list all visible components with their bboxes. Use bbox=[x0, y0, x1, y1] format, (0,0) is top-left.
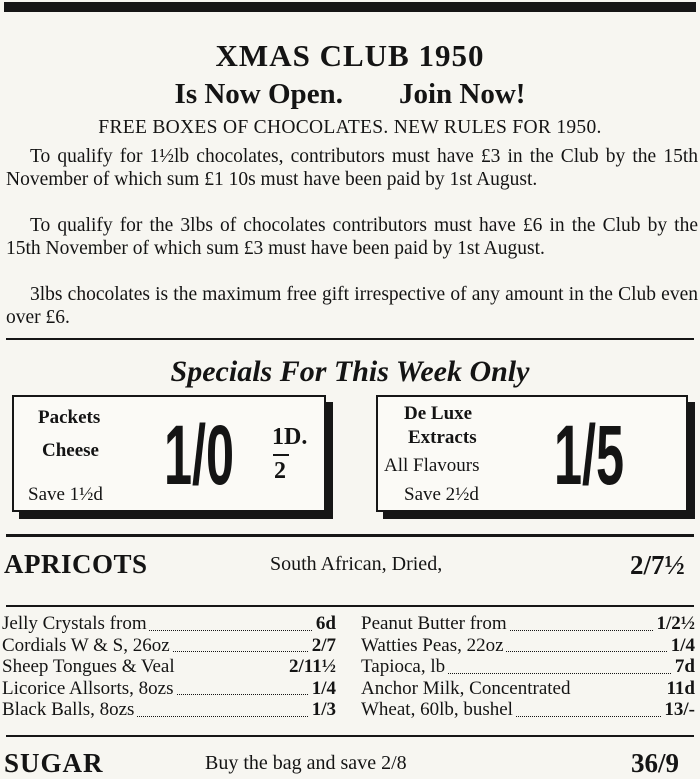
item-price: 6d bbox=[313, 613, 336, 635]
box1-price-fraction: 2 bbox=[274, 458, 286, 484]
price-list-right bbox=[361, 613, 695, 721]
item-name: Jelly Crystals from bbox=[2, 613, 147, 634]
list-item bbox=[2, 699, 336, 721]
divider bbox=[6, 534, 694, 537]
item-name: Black Balls, 8ozs bbox=[2, 699, 135, 720]
item-price: 1/4 bbox=[668, 635, 695, 657]
top-rule bbox=[4, 2, 696, 12]
item-price: 1/2½ bbox=[653, 613, 695, 635]
box1-line1: Packets bbox=[38, 407, 101, 428]
fraction-bar bbox=[273, 454, 289, 456]
list-item bbox=[2, 656, 336, 678]
item-price: 1/3 bbox=[309, 699, 336, 721]
list-item bbox=[2, 635, 336, 657]
box2-save: Save 2½d bbox=[404, 484, 479, 505]
item-name: Peanut Butter from bbox=[361, 613, 507, 634]
rule-text-1: To qualify for 1½lb chocolates, contributors must have £3 in the Club by the 15th November of which sum £1 10s must have been paid by 1st August. bbox=[6, 146, 698, 190]
item-price: 13/- bbox=[661, 699, 695, 721]
apricots-description: South African, Dried, bbox=[270, 553, 443, 575]
special-box-cheese bbox=[12, 395, 326, 512]
subtitle bbox=[0, 78, 700, 111]
specials-heading: Specials For This Week Only bbox=[170, 355, 530, 388]
item-name: Anchor Milk, Concentrated bbox=[361, 677, 571, 699]
rule-text-2: To qualify for the 3lbs of chocolates contributors must have £6 in the Club by the 15th November of which sum £3 must have been paid by 1st August. bbox=[6, 215, 698, 259]
rule-paragraph-2 bbox=[6, 214, 698, 260]
subtitle-left: Is Now Open. bbox=[174, 78, 343, 110]
item-name: Wheat, 60lb, bushel bbox=[361, 699, 513, 720]
divider bbox=[6, 338, 694, 340]
divider bbox=[6, 605, 694, 607]
item-price: 11d bbox=[663, 678, 695, 700]
announcement-line: FREE BOXES OF CHOCOLATES. NEW RULES FOR 1950. bbox=[98, 117, 602, 138]
item-name: Licorice Allsorts, 8ozs bbox=[2, 677, 174, 699]
item-name: Tapioca, lb bbox=[361, 656, 446, 677]
box2-price: 1/5 bbox=[554, 408, 625, 502]
rule-paragraph-3 bbox=[6, 283, 698, 329]
list-item bbox=[2, 613, 336, 635]
special-box-extracts bbox=[376, 395, 688, 512]
apricots-price: 2/7½ bbox=[630, 550, 685, 580]
list-item bbox=[361, 678, 695, 700]
page-title: XMAS CLUB 1950 bbox=[215, 38, 485, 73]
list-item bbox=[361, 635, 695, 657]
rule-paragraph-1 bbox=[6, 145, 698, 191]
item-name: Sheep Tongues & Veal bbox=[2, 656, 175, 677]
box2-line3: All Flavours bbox=[384, 455, 480, 476]
item-name: Cordials W & S, 26oz bbox=[2, 634, 170, 656]
box1-line2: Cheese bbox=[42, 440, 99, 461]
box2-line2: Extracts bbox=[408, 427, 477, 448]
list-item bbox=[361, 613, 695, 635]
list-item bbox=[361, 656, 695, 678]
item-price: 7d bbox=[672, 656, 695, 678]
item-name: Watties Peas, 22oz bbox=[361, 634, 504, 656]
box2-line1: De Luxe bbox=[404, 403, 473, 424]
item-price: 2/7 bbox=[309, 635, 336, 657]
item-price: 2/11½ bbox=[286, 656, 336, 678]
box1-price-suffix: 1D. bbox=[272, 424, 308, 450]
list-item bbox=[361, 699, 695, 721]
apricots-name: APRICOTS bbox=[4, 549, 148, 579]
price-list-left bbox=[2, 613, 336, 721]
box1-price: 1/0 bbox=[164, 408, 235, 502]
rule-text-3: 3lbs chocolates is the maximum free gift irrespective of any amount in the Club even over £6. bbox=[6, 284, 698, 328]
sugar-description: Buy the bag and save 2/8 bbox=[205, 752, 407, 774]
sugar-name: SUGAR bbox=[4, 748, 104, 778]
subtitle-right: Join Now! bbox=[398, 78, 526, 110]
sugar-price: 36/9 bbox=[631, 748, 680, 778]
list-item bbox=[2, 678, 336, 700]
box1-save: Save 1½d bbox=[28, 484, 103, 505]
item-price: 1/4 bbox=[309, 678, 336, 700]
divider bbox=[6, 735, 694, 737]
